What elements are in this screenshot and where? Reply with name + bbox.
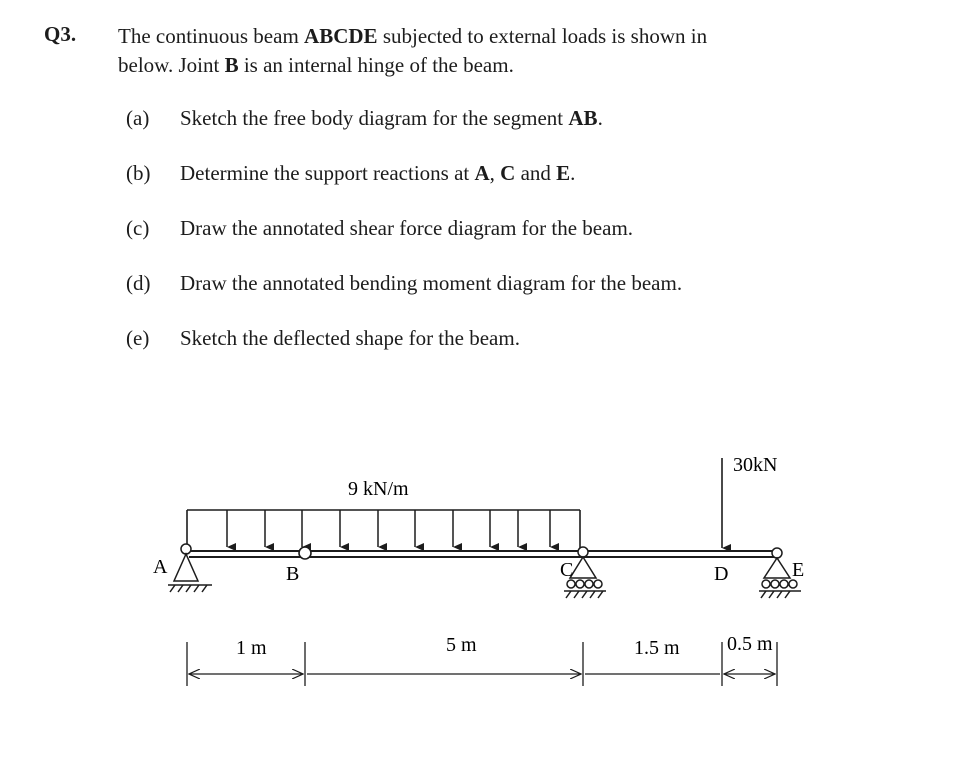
dimension-cd: 1.5 m <box>634 637 680 659</box>
part-a-text: Sketch the free body diagram for the segment <box>180 106 569 130</box>
dimension-lines <box>187 642 777 686</box>
part-a-label: (a) <box>126 106 150 130</box>
part-a-end: . <box>597 106 603 130</box>
part-d-label: (d) <box>126 271 151 295</box>
udl-label: 9 kN/m <box>348 478 409 500</box>
joint-c-label: C <box>560 559 574 581</box>
joint-e-label: E <box>792 559 805 581</box>
part-b-sep2: and <box>515 161 557 185</box>
part-c-label: (c) <box>126 216 150 240</box>
part-b-sep1: , <box>489 161 501 185</box>
part-b-bold-a: A <box>474 161 490 185</box>
part-c-text: Draw the annotated shear force diagram for the beam. <box>180 216 634 240</box>
hinge-joint-name: B <box>224 53 239 77</box>
question-number: Q3. <box>44 22 77 46</box>
beam-name: ABCDE <box>304 24 378 48</box>
question-text-1c: subjected to external loads is shown in <box>377 24 708 48</box>
part-e-text: Sketch the deflected shape for the beam. <box>180 326 520 350</box>
part-b-bold-c: C <box>500 161 516 185</box>
question-text-2c: is an internal hinge of the beam. <box>238 53 514 77</box>
part-b-text: Determine the support reactions at <box>180 161 475 185</box>
internal-hinge-b <box>299 547 311 559</box>
part-b-label: (b) <box>126 161 151 185</box>
part-b-end: . <box>570 161 576 185</box>
joint-d-label: D <box>714 563 729 585</box>
distributed-load <box>187 510 580 548</box>
question-text-1a: The continuous beam <box>118 24 305 48</box>
point-load-label: 30kN <box>733 454 778 476</box>
udl-arrows <box>227 510 550 547</box>
dimension-ab: 1 m <box>236 637 267 659</box>
part-d-text: Draw the annotated bending moment diagram for the beam. <box>180 271 683 295</box>
joint-b-label: B <box>286 563 300 585</box>
question-text-2a: below. Joint <box>118 53 225 77</box>
part-e-label: (e) <box>126 326 150 350</box>
dimension-de: 0.5 m <box>727 633 773 655</box>
dimension-bc: 5 m <box>446 634 477 656</box>
part-b-bold-e: E <box>556 161 571 185</box>
part-a-bold: AB <box>568 106 598 130</box>
beam <box>189 551 780 557</box>
joint-a-label: A <box>153 556 168 578</box>
